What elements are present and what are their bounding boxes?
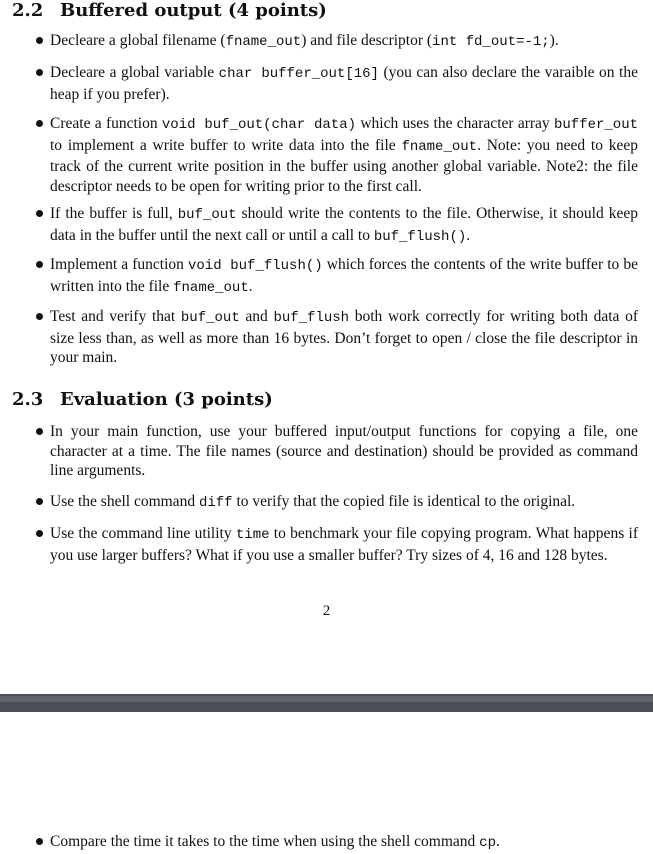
bullet-icon bbox=[36, 210, 43, 217]
code-run: diff bbox=[198, 495, 233, 511]
bullet-icon bbox=[36, 261, 43, 268]
page-number: 2 bbox=[322, 603, 331, 619]
bullet-icon bbox=[36, 498, 43, 505]
text-run: Compare the time it takes to the time when using the shell command bbox=[50, 833, 480, 850]
list-item-text bbox=[50, 255, 638, 298]
bullet-icon bbox=[36, 838, 43, 845]
text-run: ) and file descriptor ( bbox=[301, 32, 433, 49]
section-heading-buffered-output bbox=[12, 0, 327, 22]
text-run: . bbox=[495, 833, 500, 850]
text-run: . bbox=[466, 226, 471, 244]
bullet-icon bbox=[36, 313, 43, 320]
list-item-text bbox=[50, 492, 638, 514]
section-title: Evaluation (3 points) bbox=[60, 389, 273, 410]
text-run: Create a function bbox=[50, 115, 162, 132]
list-item-text bbox=[50, 63, 638, 104]
text-run: to benchmark your file copying program. What happens if you use larger buffers? What if you use a smaller buffer? Try sizes of 4, 16 and 128 bytes. bbox=[50, 525, 638, 564]
section-number: 2.2 bbox=[12, 0, 44, 21]
list-item-text bbox=[50, 31, 638, 53]
code-run: int fd_out=-1; bbox=[432, 34, 550, 50]
list-item bbox=[32, 31, 638, 53]
code-run: buf_out bbox=[177, 207, 237, 223]
list-item bbox=[32, 832, 638, 854]
bullet-icon bbox=[36, 69, 43, 76]
text-run: Use the shell command bbox=[50, 493, 199, 510]
code-run: buf_flush bbox=[273, 310, 350, 326]
code-run: buf_flush() bbox=[373, 228, 467, 245]
bullet-icon bbox=[36, 37, 43, 44]
code-run: buf_out bbox=[180, 310, 240, 326]
text-run: Decleare a global filename ( bbox=[50, 32, 226, 49]
list-item-text bbox=[50, 204, 638, 247]
text-run: (you can also declare the varaible on the heap if you prefer). bbox=[50, 64, 638, 103]
code-run: void buf_out(char data) bbox=[161, 117, 357, 133]
bullet-icon bbox=[36, 120, 43, 127]
code-run: cp bbox=[479, 835, 496, 851]
text-run: to verify that the copied file is identical to the original. bbox=[232, 493, 576, 510]
section-number: 2.3 bbox=[12, 389, 44, 410]
list-item bbox=[32, 204, 638, 247]
list-item-text bbox=[50, 524, 638, 565]
list-item bbox=[32, 307, 638, 368]
bullet-icon bbox=[36, 428, 43, 435]
list-item bbox=[32, 524, 638, 565]
list-item-text bbox=[50, 832, 638, 854]
list-item bbox=[32, 255, 638, 298]
text-run: which forces the contents of the write buffer to be written into the file bbox=[50, 256, 638, 295]
code-run: fname_out bbox=[225, 34, 302, 50]
list-item bbox=[32, 114, 638, 196]
text-run: both work correctly for writing both data of size less than, as well as more than 16 bytes. Don’t forget to open / close the file descriptor in your main. bbox=[50, 308, 638, 366]
bullet-icon bbox=[36, 530, 43, 537]
text-run: which uses the character array bbox=[356, 115, 554, 132]
list-item-text bbox=[50, 422, 638, 481]
text-run: and bbox=[239, 308, 274, 325]
page-separator-highlight bbox=[0, 696, 653, 702]
code-run: buffer_out bbox=[554, 117, 639, 133]
text-run: If the buffer is full, bbox=[50, 205, 178, 222]
code-run: fname_out bbox=[401, 138, 478, 155]
text-run: Implement a function bbox=[50, 256, 188, 273]
text-run: Test and verify that bbox=[50, 308, 181, 325]
text-run: should write the contents to the file. Otherwise, it should keep data in the buffer until the next call or until a call to bbox=[50, 205, 638, 244]
text-run: to implement a write buffer to write data into the file bbox=[50, 136, 402, 154]
list-item-text bbox=[50, 114, 638, 196]
list-item bbox=[32, 63, 638, 104]
text-run: Decleare a global variable bbox=[50, 64, 219, 81]
text-run: In your main function, use your buffered input/output functions for copying a file, one character at a time. The file names (source and destination) should be provided as command line arguments. bbox=[50, 423, 638, 479]
text-run: Use the command line utility bbox=[50, 525, 236, 542]
code-run: void buf_flush() bbox=[188, 258, 323, 274]
text-run: . Note: you need to keep track of the current write position in the buffer using another global variable. Note2: the file descriptor needs to be open for writing prior to the first call. bbox=[50, 136, 638, 195]
text-run: . bbox=[248, 277, 253, 295]
section-heading-evaluation bbox=[12, 389, 273, 411]
list-item bbox=[32, 422, 638, 481]
code-run: char buffer_out[16] bbox=[218, 66, 379, 82]
section-title: Buffered output (4 points) bbox=[60, 0, 327, 21]
code-run: time bbox=[235, 527, 270, 543]
code-run: fname_out bbox=[173, 279, 249, 296]
text-run: ). bbox=[549, 32, 559, 49]
list-item-text bbox=[50, 307, 638, 368]
list-item bbox=[32, 492, 638, 514]
